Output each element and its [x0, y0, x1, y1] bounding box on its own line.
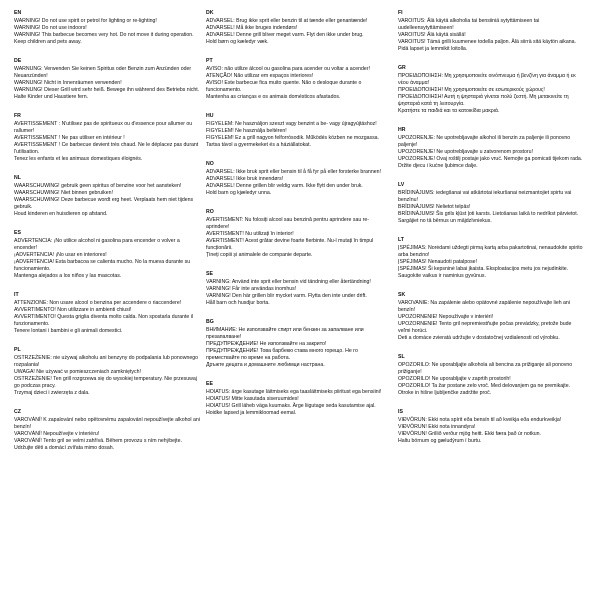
warning-line: WARNUNG: Verwenden Sie keinen Spiritus oder Benzin zum Anzünden oder Neuanzünden!	[14, 66, 192, 79]
language-code: NL	[14, 175, 21, 181]
warning-line: VARNING: Använd inte sprit eller bensin vid tändning eller återtändning!	[206, 279, 371, 285]
warning-line: Keep children and pets away.	[14, 39, 82, 45]
warning-line: OSTRZEŻENIE! Ten grill rozgrzewa się do wysokiej temperatury. Nie przesuwaj go podczas pracy.	[14, 376, 197, 389]
language-code: DE	[14, 58, 22, 64]
warning-line: Trzymaj dzieci i zwierzęta z dala.	[14, 390, 90, 396]
warning-block-sl	[398, 354, 584, 397]
warning-line: OSTRZEŻENIE: nie używaj alkoholu ani benzyny do podpalania lub ponownego rozpalania!	[14, 355, 198, 368]
warning-line: Halte Kinder und Haustiere fern.	[14, 94, 89, 100]
warning-line: ATTENZIONE: Non usare alcool o benzina per accendere o riaccendere!	[14, 300, 182, 306]
warning-line: AVISO! Este barbecue fica muito quente. Não o desloque durante o funcionamento.	[206, 80, 362, 93]
warning-block-fr	[14, 113, 200, 163]
language-code: BG	[206, 319, 214, 325]
warning-line: Mantenha as crianças e os animais domésticos afastados.	[206, 94, 341, 100]
warning-line: VAROITUS! Älä käytä sisällä!	[398, 32, 466, 38]
warning-line: WAARSCHUWING! gebruik geen spiritus of benzine voor het aansteken!	[14, 183, 182, 189]
language-code: HR	[398, 127, 406, 133]
warning-line: ПРЕДУПРЕЖДЕНИЕ! Не използвайте на закрито!	[206, 341, 327, 347]
column-right	[398, 10, 584, 457]
warning-line: Tenere lontani i bambini e gli animali domestici.	[14, 328, 123, 334]
warning-line: ADVARSEL! Denne grillen blir veldig varm. Ikke flytt den under bruk.	[206, 183, 363, 189]
warning-block-pt	[206, 58, 392, 101]
warning-block-fi	[398, 10, 584, 53]
warning-line: BRĪDINĀJUMS! Šis grils kļūst ļoti karsts. Lietošanas laikā to nedrīkst pārvietot.	[398, 211, 579, 217]
warning-block-hu	[206, 113, 392, 149]
language-code: IS	[398, 409, 403, 415]
warning-block-cz	[14, 409, 200, 452]
warning-line: VIÐVÖRUN: Ekki nota spírit eða bensín til að kveikja eða endurkveikja!	[398, 417, 562, 423]
warning-line: WAARSCHUWING! Niet binnen gebruiken!	[14, 190, 113, 196]
warning-line: ADVARSEL: Brug ikke sprit eller benzin til at tænde eller genantænde!	[206, 18, 368, 24]
warning-line: ВНИМАНИЕ: Не използвайте спирт или бензин за запалване или презапалване!	[206, 327, 364, 340]
warning-block-lv	[398, 182, 584, 225]
warning-line: FIGYELEM: Ne használjon szeszt vagy benzint a be- vagy újragyújtáshoz!	[206, 121, 377, 127]
warning-line: HOIATUS: ärge kasutage läitmiseks ega taasläitmiseks piiritust ega bensiini!	[206, 389, 382, 395]
warning-line: BRĪDINĀJUMS! Nelietot telpās!	[398, 204, 471, 210]
language-code: FR	[14, 113, 21, 119]
warning-line: OPOZORILO! Ne uporabljajte v zaprtih prostorih!	[398, 376, 511, 382]
warning-block-en	[14, 10, 200, 46]
warning-line: BRĪDINĀJUMS: iedegšanai vai atkārtotai iekuršanai neizmantojiet spirtu vai benzīnu!	[398, 190, 572, 203]
warning-line: Pidä lapset ja lemmikit loitolla.	[398, 46, 468, 52]
warning-line: Držite djecu i kućne ljubimce dalje.	[398, 163, 478, 169]
warning-line: ĮSPĖJIMAS! Ši kepsninė labai įkaista. Eksploatacijos metu jos nejudinkite.	[398, 266, 569, 272]
warning-line: WARNUNG! Nicht in Innenräumen verwenden!	[14, 80, 122, 86]
language-code: LT	[398, 237, 404, 243]
warning-block-dk	[206, 10, 392, 46]
warning-block-es	[14, 230, 200, 280]
warning-line: VAROVÁNÍ! K zapalování nebo opětovnému zapalování nepoužívejte alkohol ani benzín!	[14, 417, 200, 430]
warning-line: Mantenga alejados a los niños y las mascotas.	[14, 273, 122, 279]
language-code: FI	[398, 10, 403, 16]
warning-block-de	[14, 58, 200, 101]
language-code: LV	[398, 182, 405, 188]
language-code: ES	[14, 230, 21, 236]
warning-line: FIGYELEM! Ne használja beltéren!	[206, 128, 287, 134]
column-middle	[206, 10, 392, 429]
warning-line: Tenez les enfants et les animaux domestiques éloignés.	[14, 156, 143, 162]
language-code: DK	[206, 10, 214, 16]
warning-line: Țineți copiii și animalele de companie departe.	[206, 252, 313, 258]
warning-line: WARNING! Do not use spirit or petrol for lighting or re-lighting!	[14, 18, 157, 24]
warning-line: UPOZORENJE: Ne upotrebljavajte alkohol ili benzin za paljenje ili ponovno paljenje!	[398, 135, 571, 148]
warning-block-pl	[14, 347, 200, 397]
warning-line: ADVARSEL: Ikke bruk sprit eller bensin til å få fyr på eller forsterke brannen!	[206, 169, 381, 175]
language-code: SE	[206, 271, 213, 277]
warning-line: AVERTISMENT: Nu folosiți alcool sau benzină pentru aprindere sau re-aprindere!	[206, 217, 370, 230]
language-code: SK	[398, 292, 406, 298]
warning-line: WARNING! Do not use indoors!	[14, 25, 87, 31]
warning-line: AVERTISSEMENT ! Ne pas utiliser en intérieur !	[14, 135, 125, 141]
warning-line: Saugokite vaikus ir naminius gyvūnus.	[398, 273, 486, 279]
warning-line: ADVARSEL! Ikke bruk innendørs!	[206, 176, 284, 182]
warning-line: AVERTISSEMENT ! Ce barbecue devient très chaud. Ne le déplacez pas durant l'utilisation.	[14, 142, 199, 155]
warning-line: ΠΡΟΕΙΔΟΠΟΙΗΣΗ! Αυτή η ψησταριά γίνεται πολύ ζεστή. Μη μετακινείτε τη ψησταριά κατά τη λειτουργία.	[398, 94, 569, 107]
warning-line: Дръжте децата и домашните любимци настрана.	[206, 362, 325, 368]
column-left	[14, 10, 200, 464]
warning-block-lt	[398, 237, 584, 280]
language-code: EE	[206, 381, 213, 387]
language-code: PT	[206, 58, 213, 64]
language-code: HU	[206, 113, 214, 119]
warning-line: VAROVÁNÍ! Tento gril se velmi zahřívá. Během provozu s ním nehýbejte.	[14, 438, 182, 444]
warning-line: AVERTISSEMENT : N'utilisez pas de spiritueux ou d'essence pour allumer ou rallumer!	[14, 121, 193, 134]
warning-line: WAARSCHUWING! Deze barbecue wordt erg heet. Verplaats hem niet tijdens gebruik.	[14, 197, 194, 210]
language-code: GR	[398, 65, 406, 71]
warning-line: VAROVÁNÍ! Nepoužívejte v interiéru!	[14, 431, 100, 437]
warning-line: Udržujte děti a domácí zvířata mimo dosah.	[14, 445, 115, 451]
language-code: NO	[206, 161, 214, 167]
warning-block-se	[206, 271, 392, 307]
warning-block-nl	[14, 175, 200, 218]
warning-line: FIGYELEM! Ez a grill nagyon felforrósodik. Működés közben ne mozgassa.	[206, 135, 379, 141]
warning-line: AVVERTIMENTO! Non utilizzare in ambienti chiusi!	[14, 307, 132, 313]
warning-line: Otroke in hišne ljubljenčke zadržite proč.	[398, 390, 492, 396]
warning-line: ATENÇÃO! Não utilizar em espaços interiores!	[206, 73, 314, 79]
warning-line: ПРЕДУПРЕЖДЕНИЕ! Това барбекю става много горещо. Не го премествайте по време на работа.	[206, 348, 358, 361]
warning-block-ee	[206, 381, 392, 417]
warning-line: WARNING! This barbecue becomes very hot. Do not move it during operation.	[14, 32, 194, 38]
warning-line: Tartsa távol a gyermekeket és a háziállatokat.	[206, 142, 311, 148]
warning-block-hr	[398, 127, 584, 170]
warning-line: Κρατήστε τα παιδιά και τα κατοικίδια μακριά.	[398, 108, 500, 114]
warning-block-sk	[398, 292, 584, 342]
warning-line: Hoidke lapsed ja lemmikloomad eemal.	[206, 410, 297, 416]
language-code: SL	[398, 354, 405, 360]
warning-block-is	[398, 409, 584, 445]
warning-block-gr	[398, 65, 584, 115]
warning-line: AVERTISMENT! Nu utilizați în interior!	[206, 231, 294, 237]
warning-line: VAROVANIE: Na zapálenie alebo opätovné zapálenie nepoužívajte lieh ani benzín!	[398, 300, 570, 313]
warning-line: UPOZORNENIE! Nepoužívajte v interiéri!	[398, 314, 494, 320]
warning-line: UWAGA! Nie używać w pomieszczeniach zamkniętych!	[14, 369, 141, 375]
warning-line: AVERTISMENT! Acest grătar devine foarte fierbinte. Nu-l mutați în timpul funcționării.	[206, 238, 374, 251]
warning-line: Haltu börnum og gæludýrum í burtu.	[398, 438, 482, 444]
warning-line: Sargājiet no tā bērnus un mājdzīvniekus.	[398, 218, 492, 224]
language-code: PL	[14, 347, 21, 353]
warning-line: Deti a domáce zvieratá udržujte v dostatočnej vzdialenosti od výrobku.	[398, 335, 560, 341]
warning-line: ΠΡΟΕΙΔΟΠΟΙΗΣΗ: Μη χρησιμοποιείτε οινόπνευμα ή βενζίνη για άναμμα ή εκ νέου άναμμα!	[398, 73, 576, 86]
warning-line: VAROITUS! Tämä grilli kuumenee todella paljon. Älä siirrä sitä käytön aikana.	[398, 39, 576, 45]
language-code: IT	[14, 292, 19, 298]
warning-line: Hold børn og kæledyr væk.	[206, 39, 269, 45]
warning-line: UPOZORENJE! Ne upotrebljavajte u zatvorenom prostoru!	[398, 149, 533, 155]
warning-line: ADVARSEL! Må ikke bruges indendørs!	[206, 25, 298, 31]
warning-line: ¡ADVERTENCIA! ¡No usar en interiores!	[14, 252, 107, 258]
warning-line: ĮSPĖJIMAS! Nenaudoti patalpose!	[398, 259, 478, 265]
warning-line: Houd kinderen en huisdieren op afstand.	[14, 211, 108, 217]
warning-line: Hold barn og kjæledyr unna.	[206, 190, 272, 196]
warning-line: VIÐVÖRUN! Grillið verður mjög heitt. Ekki færa það úr notkun.	[398, 431, 541, 437]
warning-line: AVISO: não utilize álcool ou gasolina para acender ou voltar a acender!	[206, 66, 370, 72]
warning-line: VARNING! Den här grillen blir mycket varm. Flytta den inte under drift.	[206, 293, 367, 299]
warning-line: ADVERTENCIA: ¡No utilice alcohol ni gasolina para encender o volver a encender!	[14, 238, 180, 251]
warning-line: VIÐVÖRUN! Ekki nota innandyra!	[398, 424, 476, 430]
warning-line: HOIATUS! Grill läheb väga kuumaks. Ärge liigutage seda kasutamise ajal.	[206, 403, 376, 409]
warning-line: UPOZORNENIE! Tento gril nepremiestňujte počas prevádzky, pretože bude veľmi horúci.	[398, 321, 572, 334]
language-code: RO	[206, 209, 214, 215]
warning-line: OPOZORILO: Ne uporabljajte alkohola ali bencina za prižiganje ali ponovno prižiganje!	[398, 362, 573, 375]
warning-line: UPOZORENJE! Ovaj roštilj postaje jako vruć. Nemojte ga pomicati tijekom rada.	[398, 156, 583, 162]
warning-line: ¡ADVERTENCIA! Esta barbacoa se calienta mucho. No la mueva durante su funcionamiento.	[14, 259, 191, 272]
warning-block-ro	[206, 209, 392, 259]
warning-line: VAROITUS: Älä käytä alkoholia tai bensiiniä sytyttämiseen tai uudelleensytyttämiseen!	[398, 18, 540, 31]
language-code: CZ	[14, 409, 21, 415]
language-code: EN	[14, 10, 22, 16]
warning-block-it	[14, 292, 200, 335]
warning-line: VARNING! Får inte användas inomhus!	[206, 286, 297, 292]
warning-line: Håll barn och husdjur borta.	[206, 300, 270, 306]
warning-block-bg	[206, 319, 392, 369]
warning-line: AVVERTIMENTO! Questa griglia diventa molto calda. Non spostarla durante il funzionamento.	[14, 314, 194, 327]
warning-line: ΠΡΟΕΙΔΟΠΟΙΗΣΗ! Μη χρησιμοποιείτε σε εσωτερικούς χώρους!	[398, 87, 545, 93]
warning-line: HOIATUS! Mitte kasutada siseruumides!	[206, 396, 299, 402]
warning-line: OPOZORILO! Ta žar postane zelo vroč. Med delovanjem ga ne premikajte.	[398, 383, 571, 389]
warning-block-no	[206, 161, 392, 197]
warning-line: ADVARSEL! Denne grill bliver meget varm. Flyt den ikke under brug.	[206, 32, 364, 38]
warning-line: ĮSPĖJIMAS: Norėdami uždegti pirmą kartą arba pakartotinai, nenaudokite spirito arba benzino!	[398, 245, 583, 258]
warning-line: WARNUNG! Dieser Grill wird sehr heiß. Bewege ihn während des Betriebs nicht.	[14, 87, 200, 93]
